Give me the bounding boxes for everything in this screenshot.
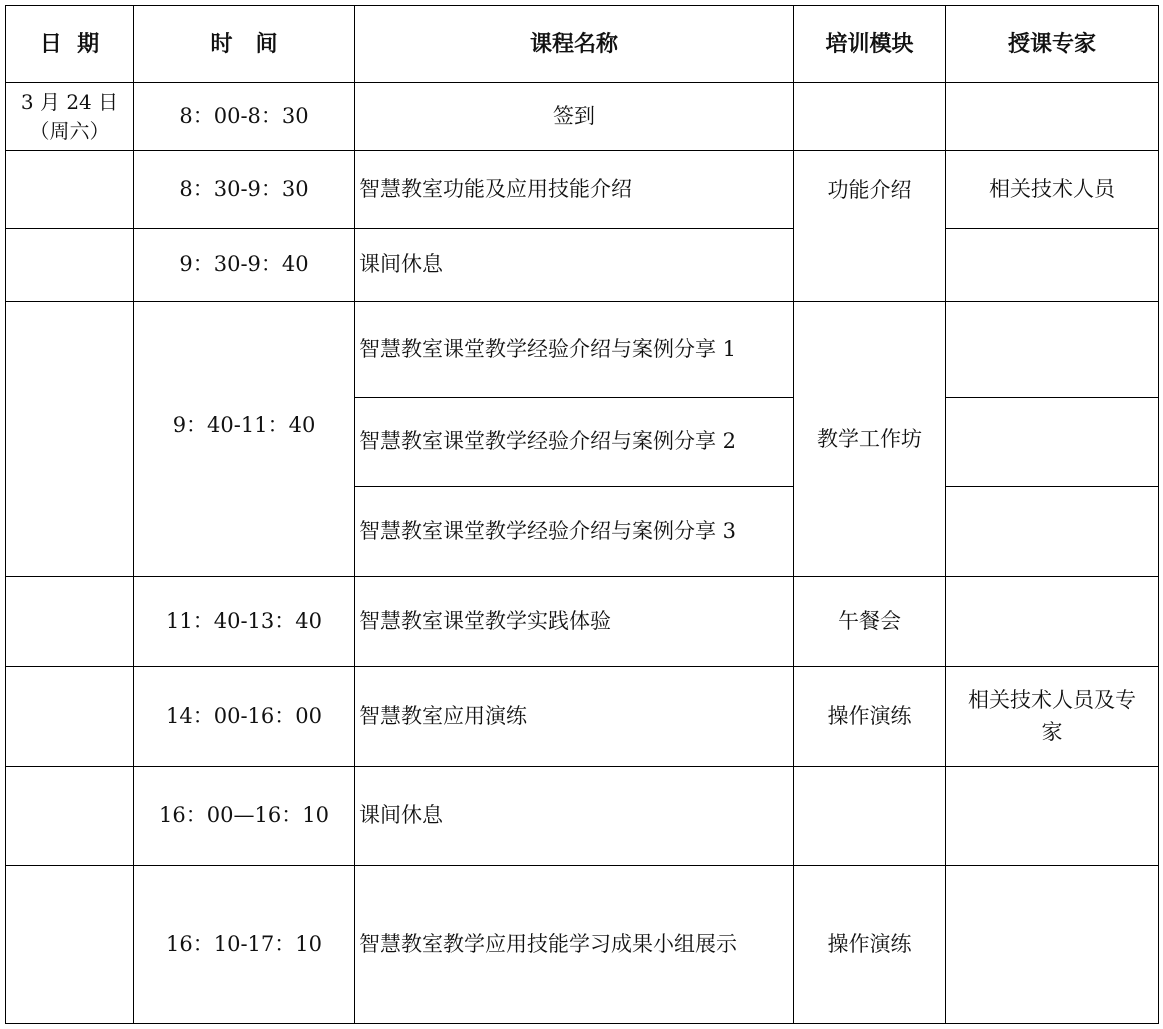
module-cell <box>794 83 946 151</box>
training-schedule-table <box>5 5 1159 1024</box>
date-cell <box>6 151 134 229</box>
course-cell: 智慧教室课堂教学经验介绍与案例分享 2 <box>355 398 794 487</box>
table-row <box>6 302 1159 398</box>
course-cell: 课间休息 <box>355 229 794 302</box>
expert-text-line2: 家 <box>1041 719 1063 744</box>
time-cell: 16：10-17：10 <box>134 866 355 1024</box>
time-cell: 8：00-8：30 <box>134 83 355 151</box>
date-cell <box>6 229 134 302</box>
header-time: 时 间 <box>134 6 355 83</box>
header-row <box>6 6 1159 83</box>
expert-cell <box>946 667 1159 767</box>
expert-cell <box>946 229 1159 302</box>
weekday-text: （周六） <box>29 118 110 143</box>
date-text: 3 月 24 日 <box>20 89 119 114</box>
module-cell: 功能介绍 <box>794 151 946 302</box>
course-cell: 智慧教室课堂教学经验介绍与案例分享 1 <box>355 302 794 398</box>
time-cell: 14：00-16：00 <box>134 667 355 767</box>
table-row <box>6 866 1159 1024</box>
time-cell: 9：40-11：40 <box>134 302 355 577</box>
date-cell <box>6 302 134 577</box>
date-cell <box>6 83 134 151</box>
date-cell <box>6 767 134 866</box>
date-cell <box>6 667 134 767</box>
date-cell <box>6 866 134 1024</box>
expert-cell: 相关技术人员 <box>946 151 1159 229</box>
header-course: 课程名称 <box>355 6 794 83</box>
expert-text-line1: 相关技术人员及专 <box>968 688 1136 712</box>
table-row <box>6 83 1159 151</box>
module-cell: 操作演练 <box>794 866 946 1024</box>
time-cell: 16：00—16：10 <box>134 767 355 866</box>
module-cell: 教学工作坊 <box>794 302 946 577</box>
time-cell: 11：40-13：40 <box>134 577 355 667</box>
table-row <box>6 151 1159 229</box>
table-row <box>6 229 1159 302</box>
course-cell: 智慧教室课堂教学经验介绍与案例分享 3 <box>355 487 794 577</box>
header-date: 日 期 <box>6 6 134 83</box>
course-cell: 签到 <box>355 83 794 151</box>
course-cell: 智慧教室教学应用技能学习成果小组展示 <box>355 866 794 1024</box>
expert-cell <box>946 487 1159 577</box>
date-cell <box>6 577 134 667</box>
course-cell: 智慧教室课堂教学实践体验 <box>355 577 794 667</box>
expert-cell <box>946 302 1159 398</box>
header-module: 培训模块 <box>794 6 946 83</box>
module-cell: 午餐会 <box>794 577 946 667</box>
expert-cell <box>946 767 1159 866</box>
time-cell: 8：30-9：30 <box>134 151 355 229</box>
course-cell: 智慧教室功能及应用技能介绍 <box>355 151 794 229</box>
time-cell: 9：30-9：40 <box>134 229 355 302</box>
course-cell: 智慧教室应用演练 <box>355 667 794 767</box>
table-row <box>6 667 1159 767</box>
course-cell: 课间休息 <box>355 767 794 866</box>
header-expert: 授课专家 <box>946 6 1159 83</box>
expert-cell <box>946 866 1159 1024</box>
table-row <box>6 767 1159 866</box>
expert-cell <box>946 398 1159 487</box>
expert-cell <box>946 83 1159 151</box>
module-cell <box>794 767 946 866</box>
expert-cell <box>946 577 1159 667</box>
module-cell: 操作演练 <box>794 667 946 767</box>
table-row <box>6 577 1159 667</box>
